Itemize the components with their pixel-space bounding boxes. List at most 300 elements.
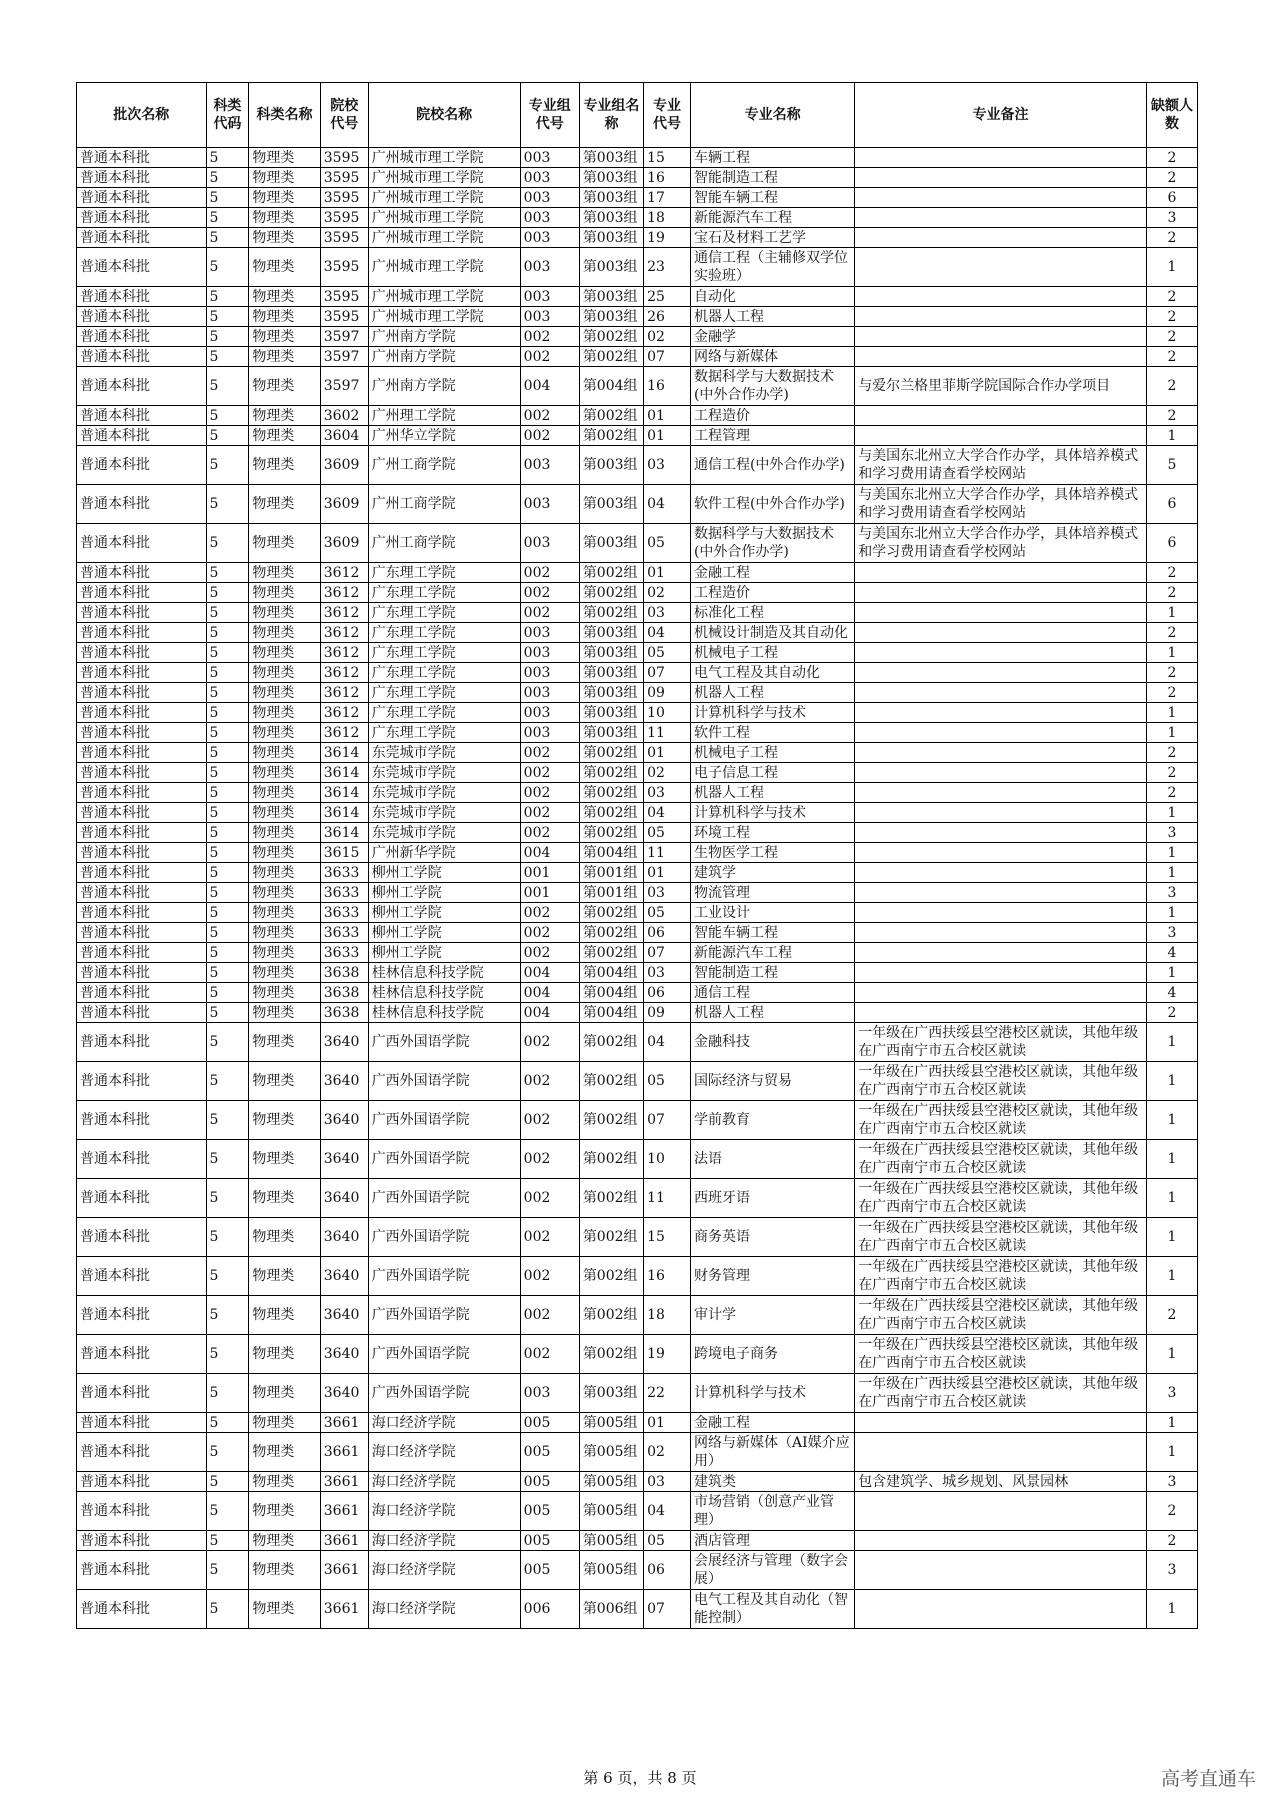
cell-group-name: 第004组 — [579, 843, 643, 863]
cell-vacancy: 4 — [1146, 943, 1197, 963]
cell-school-name: 广州工商学院 — [368, 524, 520, 563]
cell-major-code: 19 — [644, 1335, 691, 1374]
cell-category-name: 物理类 — [249, 983, 320, 1003]
cell-major-name: 数据科学与大数据技术(中外合作办学) — [690, 367, 854, 406]
table-row — [77, 446, 1198, 485]
table-row — [77, 1101, 1198, 1140]
cell-major-name: 电气工程及其自动化 — [690, 663, 854, 683]
col-header-group-code: 专业组代号 — [520, 83, 579, 148]
cell-major-note — [855, 168, 1147, 188]
cell-group-code: 003 — [520, 248, 579, 287]
cell-school-code: 3640 — [320, 1140, 368, 1179]
cell-school-code: 3640 — [320, 1374, 368, 1413]
cell-category-name: 物理类 — [249, 485, 320, 524]
cell-group-code: 002 — [520, 426, 579, 446]
cell-category-name: 物理类 — [249, 347, 320, 367]
cell-major-code: 16 — [644, 168, 691, 188]
cell-vacancy: 1 — [1146, 1140, 1197, 1179]
cell-batch: 普通本科批 — [77, 823, 207, 843]
table-row — [77, 1179, 1198, 1218]
cell-category-name: 物理类 — [249, 663, 320, 683]
table-row — [77, 347, 1198, 367]
cell-category-name: 物理类 — [249, 1218, 320, 1257]
cell-vacancy: 3 — [1146, 883, 1197, 903]
cell-category-code: 5 — [206, 208, 249, 228]
cell-vacancy: 6 — [1146, 485, 1197, 524]
table-row — [77, 583, 1198, 603]
cell-category-code: 5 — [206, 783, 249, 803]
cell-category-name: 物理类 — [249, 1003, 320, 1023]
col-header-school-name: 院校名称 — [368, 83, 520, 148]
cell-school-name: 东莞城市学院 — [368, 743, 520, 763]
cell-major-name: 机械电子工程 — [690, 643, 854, 663]
cell-school-code: 3633 — [320, 923, 368, 943]
cell-vacancy: 2 — [1146, 763, 1197, 783]
cell-group-name: 第004组 — [579, 1003, 643, 1023]
cell-major-note — [855, 1413, 1147, 1433]
cell-category-code: 5 — [206, 327, 249, 347]
cell-vacancy: 2 — [1146, 1492, 1197, 1531]
cell-group-name: 第003组 — [579, 208, 643, 228]
cell-school-code: 3595 — [320, 307, 368, 327]
cell-group-code: 003 — [520, 663, 579, 683]
cell-group-name: 第004组 — [579, 367, 643, 406]
cell-group-code: 002 — [520, 1101, 579, 1140]
table-row — [77, 783, 1198, 803]
cell-major-note — [855, 843, 1147, 863]
cell-vacancy: 3 — [1146, 1551, 1197, 1590]
cell-group-code: 001 — [520, 863, 579, 883]
cell-school-name: 广东理工学院 — [368, 723, 520, 743]
cell-major-code: 09 — [644, 1003, 691, 1023]
cell-school-code: 3640 — [320, 1101, 368, 1140]
cell-major-name: 通信工程 — [690, 983, 854, 1003]
cell-major-code: 03 — [644, 963, 691, 983]
cell-school-code: 3640 — [320, 1218, 368, 1257]
cell-group-code: 003 — [520, 228, 579, 248]
cell-school-name: 广东理工学院 — [368, 663, 520, 683]
cell-batch: 普通本科批 — [77, 843, 207, 863]
cell-category-code: 5 — [206, 287, 249, 307]
cell-category-code: 5 — [206, 743, 249, 763]
cell-batch: 普通本科批 — [77, 1140, 207, 1179]
cell-school-name: 柳州工学院 — [368, 863, 520, 883]
cell-group-code: 003 — [520, 446, 579, 485]
cell-school-name: 广州理工学院 — [368, 406, 520, 426]
cell-batch: 普通本科批 — [77, 426, 207, 446]
cell-major-name: 机械电子工程 — [690, 743, 854, 763]
cell-group-name: 第003组 — [579, 723, 643, 743]
cell-category-code: 5 — [206, 248, 249, 287]
cell-group-code: 003 — [520, 524, 579, 563]
cell-major-code: 04 — [644, 1492, 691, 1531]
cell-category-code: 5 — [206, 168, 249, 188]
table-row — [77, 903, 1198, 923]
cell-category-code: 5 — [206, 485, 249, 524]
cell-batch: 普通本科批 — [77, 1101, 207, 1140]
cell-group-code: 002 — [520, 763, 579, 783]
cell-vacancy: 2 — [1146, 783, 1197, 803]
cell-vacancy: 2 — [1146, 327, 1197, 347]
cell-school-code: 3609 — [320, 485, 368, 524]
cell-group-code: 002 — [520, 823, 579, 843]
cell-major-name: 标准化工程 — [690, 603, 854, 623]
cell-group-name: 第002组 — [579, 743, 643, 763]
cell-school-code: 3614 — [320, 783, 368, 803]
cell-category-code: 5 — [206, 703, 249, 723]
cell-vacancy: 2 — [1146, 367, 1197, 406]
cell-category-code: 5 — [206, 1551, 249, 1590]
table-row — [77, 367, 1198, 406]
cell-school-code: 3640 — [320, 1257, 368, 1296]
cell-major-name: 市场营销（创意产业管理） — [690, 1492, 854, 1531]
cell-category-name: 物理类 — [249, 1140, 320, 1179]
cell-batch: 普通本科批 — [77, 603, 207, 623]
cell-category-code: 5 — [206, 1472, 249, 1492]
cell-school-name: 广州城市理工学院 — [368, 248, 520, 287]
cell-school-code: 3661 — [320, 1472, 368, 1492]
cell-major-code: 10 — [644, 703, 691, 723]
table-row — [77, 623, 1198, 643]
cell-major-note — [855, 603, 1147, 623]
cell-category-name: 物理类 — [249, 883, 320, 903]
cell-batch: 普通本科批 — [77, 583, 207, 603]
cell-school-code: 3612 — [320, 703, 368, 723]
cell-group-code: 004 — [520, 983, 579, 1003]
cell-batch: 普通本科批 — [77, 643, 207, 663]
cell-major-code: 01 — [644, 1413, 691, 1433]
cell-major-note: 一年级在广西扶绥县空港校区就读，其他年级在广西南宁市五合校区就读 — [855, 1218, 1147, 1257]
cell-major-note — [855, 883, 1147, 903]
cell-category-name: 物理类 — [249, 843, 320, 863]
cell-batch: 普通本科批 — [77, 1492, 207, 1531]
cell-school-name: 广东理工学院 — [368, 563, 520, 583]
cell-group-code: 002 — [520, 743, 579, 763]
cell-batch: 普通本科批 — [77, 783, 207, 803]
cell-vacancy: 3 — [1146, 1472, 1197, 1492]
cell-major-code: 05 — [644, 903, 691, 923]
cell-group-name: 第006组 — [579, 1590, 643, 1629]
cell-school-name: 广西外国语学院 — [368, 1296, 520, 1335]
cell-school-name: 东莞城市学院 — [368, 783, 520, 803]
table-row — [77, 1140, 1198, 1179]
cell-school-code: 3612 — [320, 583, 368, 603]
cell-major-note — [855, 963, 1147, 983]
cell-major-note: 一年级在广西扶绥县空港校区就读，其他年级在广西南宁市五合校区就读 — [855, 1374, 1147, 1413]
cell-batch: 普通本科批 — [77, 347, 207, 367]
cell-vacancy: 1 — [1146, 803, 1197, 823]
cell-group-name: 第005组 — [579, 1531, 643, 1551]
cell-major-code: 05 — [644, 1531, 691, 1551]
cell-school-code: 3640 — [320, 1335, 368, 1374]
cell-batch: 普通本科批 — [77, 248, 207, 287]
cell-category-code: 5 — [206, 1335, 249, 1374]
cell-school-name: 柳州工学院 — [368, 903, 520, 923]
page-number: 第 6 页，共 8 页 — [583, 1769, 697, 1787]
cell-school-name: 广州城市理工学院 — [368, 168, 520, 188]
cell-vacancy: 2 — [1146, 683, 1197, 703]
cell-category-code: 5 — [206, 1590, 249, 1629]
table-row — [77, 287, 1198, 307]
cell-school-code: 3597 — [320, 367, 368, 406]
table-row — [77, 1551, 1198, 1590]
cell-major-code: 09 — [644, 683, 691, 703]
cell-group-code: 003 — [520, 643, 579, 663]
cell-group-code: 002 — [520, 943, 579, 963]
cell-major-name: 网络与新媒体（AI媒介应用） — [690, 1433, 854, 1472]
cell-major-code: 02 — [644, 1433, 691, 1472]
cell-major-code: 03 — [644, 603, 691, 623]
cell-vacancy: 2 — [1146, 1531, 1197, 1551]
cell-category-code: 5 — [206, 1257, 249, 1296]
table-row — [77, 1257, 1198, 1296]
cell-category-code: 5 — [206, 583, 249, 603]
cell-school-name: 广州城市理工学院 — [368, 287, 520, 307]
cell-batch: 普通本科批 — [77, 963, 207, 983]
cell-major-code: 10 — [644, 1140, 691, 1179]
table-row — [77, 863, 1198, 883]
cell-category-code: 5 — [206, 883, 249, 903]
cell-school-name: 东莞城市学院 — [368, 803, 520, 823]
cell-major-code: 17 — [644, 188, 691, 208]
cell-major-note — [855, 188, 1147, 208]
cell-major-note — [855, 1492, 1147, 1531]
cell-group-name: 第003组 — [579, 148, 643, 168]
cell-category-code: 5 — [206, 823, 249, 843]
cell-school-code: 3595 — [320, 228, 368, 248]
cell-school-code: 3595 — [320, 148, 368, 168]
cell-category-name: 物理类 — [249, 823, 320, 843]
cell-group-name: 第003组 — [579, 703, 643, 723]
cell-category-code: 5 — [206, 307, 249, 327]
col-header-vacancy: 缺额人数 — [1146, 83, 1197, 148]
cell-major-name: 西班牙语 — [690, 1179, 854, 1218]
cell-vacancy: 2 — [1146, 1296, 1197, 1335]
cell-major-code: 05 — [644, 1062, 691, 1101]
cell-category-code: 5 — [206, 723, 249, 743]
cell-group-name: 第003组 — [579, 1374, 643, 1413]
table-row — [77, 1062, 1198, 1101]
cell-vacancy: 2 — [1146, 743, 1197, 763]
col-header-batch: 批次名称 — [77, 83, 207, 148]
cell-major-name: 工业设计 — [690, 903, 854, 923]
cell-group-name: 第002组 — [579, 903, 643, 923]
cell-category-code: 5 — [206, 148, 249, 168]
cell-major-name: 数据科学与大数据技术(中外合作办学) — [690, 524, 854, 563]
cell-group-name: 第004组 — [579, 963, 643, 983]
cell-category-name: 物理类 — [249, 168, 320, 188]
cell-vacancy: 1 — [1146, 1101, 1197, 1140]
cell-vacancy: 3 — [1146, 823, 1197, 843]
cell-school-name: 广西外国语学院 — [368, 1218, 520, 1257]
cell-major-name: 计算机科学与技术 — [690, 703, 854, 723]
cell-group-code: 006 — [520, 1590, 579, 1629]
cell-category-name: 物理类 — [249, 723, 320, 743]
cell-group-code: 002 — [520, 803, 579, 823]
col-header-major-name: 专业名称 — [690, 83, 854, 148]
cell-major-name: 新能源汽车工程 — [690, 208, 854, 228]
cell-school-code: 3612 — [320, 683, 368, 703]
cell-school-code: 3612 — [320, 603, 368, 623]
cell-school-code: 3595 — [320, 248, 368, 287]
cell-group-name: 第002组 — [579, 1296, 643, 1335]
cell-school-code: 3640 — [320, 1296, 368, 1335]
cell-group-name: 第005组 — [579, 1492, 643, 1531]
cell-major-code: 01 — [644, 563, 691, 583]
cell-group-name: 第002组 — [579, 763, 643, 783]
cell-category-name: 物理类 — [249, 1413, 320, 1433]
cell-school-code: 3640 — [320, 1179, 368, 1218]
table-row — [77, 426, 1198, 446]
cell-vacancy: 1 — [1146, 1179, 1197, 1218]
cell-school-name: 海口经济学院 — [368, 1531, 520, 1551]
cell-group-code: 003 — [520, 287, 579, 307]
cell-category-name: 物理类 — [249, 923, 320, 943]
cell-school-code: 3661 — [320, 1551, 368, 1590]
cell-category-code: 5 — [206, 1531, 249, 1551]
cell-vacancy: 2 — [1146, 347, 1197, 367]
cell-major-name: 环境工程 — [690, 823, 854, 843]
table-row — [77, 1003, 1198, 1023]
table-header-row — [77, 83, 1198, 148]
col-header-category-code: 科类代码 — [206, 83, 249, 148]
cell-school-name: 柳州工学院 — [368, 883, 520, 903]
table-row — [77, 803, 1198, 823]
cell-school-name: 广西外国语学院 — [368, 1257, 520, 1296]
table-row — [77, 883, 1198, 903]
cell-category-name: 物理类 — [249, 406, 320, 426]
cell-major-code: 01 — [644, 743, 691, 763]
cell-major-note — [855, 823, 1147, 843]
cell-batch: 普通本科批 — [77, 406, 207, 426]
cell-school-name: 东莞城市学院 — [368, 823, 520, 843]
cell-category-name: 物理类 — [249, 1023, 320, 1062]
cell-batch: 普通本科批 — [77, 923, 207, 943]
cell-group-name: 第002组 — [579, 1023, 643, 1062]
cell-vacancy: 1 — [1146, 643, 1197, 663]
cell-batch: 普通本科批 — [77, 1179, 207, 1218]
cell-school-code: 3597 — [320, 347, 368, 367]
cell-group-name: 第002组 — [579, 583, 643, 603]
cell-batch: 普通本科批 — [77, 623, 207, 643]
cell-major-name: 金融工程 — [690, 563, 854, 583]
cell-major-name: 生物医学工程 — [690, 843, 854, 863]
cell-group-name: 第005组 — [579, 1413, 643, 1433]
cell-group-code: 003 — [520, 307, 579, 327]
cell-group-code: 002 — [520, 903, 579, 923]
cell-major-code: 02 — [644, 763, 691, 783]
cell-category-name: 物理类 — [249, 563, 320, 583]
cell-school-name: 广州南方学院 — [368, 327, 520, 347]
cell-vacancy: 1 — [1146, 963, 1197, 983]
cell-group-code: 004 — [520, 963, 579, 983]
cell-major-note — [855, 287, 1147, 307]
cell-category-code: 5 — [206, 1179, 249, 1218]
cell-group-code: 003 — [520, 168, 579, 188]
cell-major-code: 16 — [644, 367, 691, 406]
table-row — [77, 1335, 1198, 1374]
cell-school-code: 3612 — [320, 663, 368, 683]
cell-major-note — [855, 327, 1147, 347]
cell-school-code: 3633 — [320, 863, 368, 883]
cell-major-code: 03 — [644, 883, 691, 903]
cell-school-name: 东莞城市学院 — [368, 763, 520, 783]
cell-vacancy: 1 — [1146, 1590, 1197, 1629]
cell-vacancy: 2 — [1146, 1003, 1197, 1023]
cell-school-code: 3661 — [320, 1433, 368, 1472]
cell-category-name: 物理类 — [249, 287, 320, 307]
cell-batch: 普通本科批 — [77, 287, 207, 307]
col-header-major-note: 专业备注 — [855, 83, 1147, 148]
cell-batch: 普通本科批 — [77, 723, 207, 743]
cell-group-name: 第001组 — [579, 883, 643, 903]
cell-school-name: 广州南方学院 — [368, 367, 520, 406]
cell-group-code: 005 — [520, 1413, 579, 1433]
cell-major-note — [855, 783, 1147, 803]
cell-major-note — [855, 148, 1147, 168]
cell-group-code: 002 — [520, 783, 579, 803]
cell-major-name: 电气工程及其自动化（智能控制） — [690, 1590, 854, 1629]
cell-group-name: 第005组 — [579, 1433, 643, 1472]
cell-group-code: 002 — [520, 347, 579, 367]
cell-major-note — [855, 683, 1147, 703]
cell-major-code: 07 — [644, 1590, 691, 1629]
cell-vacancy: 2 — [1146, 287, 1197, 307]
cell-group-code: 003 — [520, 208, 579, 228]
cell-school-code: 3614 — [320, 803, 368, 823]
cell-vacancy: 2 — [1146, 563, 1197, 583]
cell-school-code: 3614 — [320, 743, 368, 763]
cell-school-code: 3614 — [320, 823, 368, 843]
cell-group-name: 第002组 — [579, 1062, 643, 1101]
cell-major-name: 审计学 — [690, 1296, 854, 1335]
table-row — [77, 1472, 1198, 1492]
cell-major-note — [855, 1003, 1147, 1023]
cell-major-code: 22 — [644, 1374, 691, 1413]
cell-category-name: 物理类 — [249, 367, 320, 406]
cell-batch: 普通本科批 — [77, 1531, 207, 1551]
cell-major-note — [855, 583, 1147, 603]
cell-school-code: 3661 — [320, 1413, 368, 1433]
cell-group-name: 第005组 — [579, 1551, 643, 1590]
cell-school-name: 海口经济学院 — [368, 1590, 520, 1629]
cell-group-code: 003 — [520, 485, 579, 524]
cell-major-name: 机器人工程 — [690, 683, 854, 703]
cell-group-name: 第002组 — [579, 783, 643, 803]
cell-school-code: 3661 — [320, 1531, 368, 1551]
cell-major-code: 02 — [644, 583, 691, 603]
cell-major-code: 18 — [644, 208, 691, 228]
cell-school-code: 3595 — [320, 287, 368, 307]
cell-school-name: 广西外国语学院 — [368, 1140, 520, 1179]
cell-major-code: 03 — [644, 446, 691, 485]
cell-major-name: 商务英语 — [690, 1218, 854, 1257]
cell-group-name: 第003组 — [579, 446, 643, 485]
cell-category-code: 5 — [206, 1218, 249, 1257]
table-row — [77, 1023, 1198, 1062]
cell-group-code: 002 — [520, 1218, 579, 1257]
cell-vacancy: 2 — [1146, 663, 1197, 683]
cell-category-name: 物理类 — [249, 208, 320, 228]
cell-school-code: 3602 — [320, 406, 368, 426]
cell-major-name: 车辆工程 — [690, 148, 854, 168]
cell-group-name: 第003组 — [579, 663, 643, 683]
cell-vacancy: 1 — [1146, 903, 1197, 923]
cell-major-note: 与美国东北州立大学合作办学，具体培养模式和学习费用请查看学校网站 — [855, 524, 1147, 563]
cell-category-code: 5 — [206, 446, 249, 485]
cell-major-code: 01 — [644, 426, 691, 446]
table-row — [77, 1374, 1198, 1413]
